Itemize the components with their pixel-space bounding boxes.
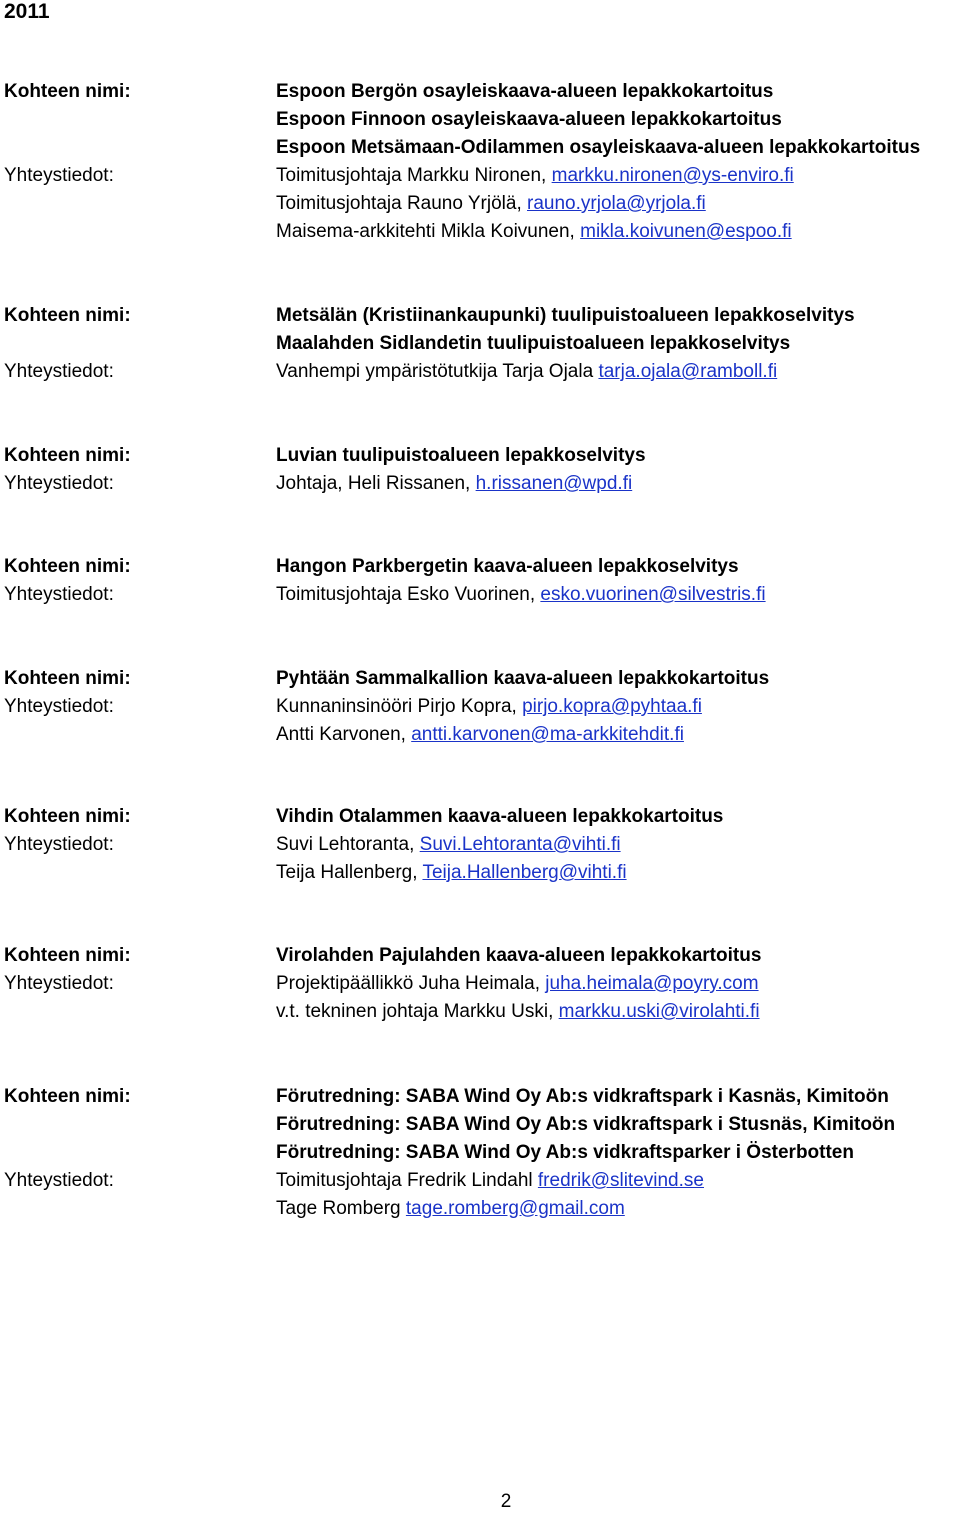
contact-email-link[interactable]: Suvi.Lehtoranta@vihti.fi xyxy=(419,834,621,855)
contact-person: Toimitusjohtaja Markku Nironen, xyxy=(276,165,552,186)
contact-person: Toimitusjohtaja Fredrik Lindahl xyxy=(276,1170,538,1191)
contact-person: Antti Karvonen, xyxy=(276,724,412,745)
contact-line xyxy=(276,970,759,998)
year-heading: 2011 xyxy=(4,0,50,23)
contact-person: Toimitusjohtaja Esko Vuorinen, xyxy=(276,584,541,605)
project-title: Espoon Bergön osayleiskaava-alueen lepakkokartoitus xyxy=(276,81,774,102)
contact-email-link[interactable]: h.rissanen@wpd.fi xyxy=(475,473,633,494)
contact-line xyxy=(276,190,706,218)
project-name-label: Kohteen nimi: xyxy=(4,668,131,689)
project-name-label: Kohteen nimi: xyxy=(4,1086,131,1107)
project-title: Hangon Parkbergetin kaava-alueen lepakkoselvitys xyxy=(276,556,739,577)
contact-line xyxy=(276,581,766,609)
contact-email-link[interactable]: markku.nironen@ys-enviro.fi xyxy=(551,165,794,186)
contact-line xyxy=(276,358,777,386)
project-name-label: Kohteen nimi: xyxy=(4,945,131,966)
contact-email-link[interactable]: pirjo.kopra@pyhtaa.fi xyxy=(522,696,702,717)
contact-label: Yhteystiedot: xyxy=(4,165,114,186)
project-title: Luvian tuulipuistoalueen lepakkoselvitys xyxy=(276,445,646,466)
project-title: Espoon Metsämaan-Odilammen osayleiskaava-alueen lepakkokartoitus xyxy=(276,137,921,158)
project-name-label: Kohteen nimi: xyxy=(4,305,131,326)
project-title: Förutredning: SABA Wind Oy Ab:s vidkraftspark i Stusnäs, Kimitoön xyxy=(276,1114,896,1135)
project-name-label: Kohteen nimi: xyxy=(4,445,131,466)
contact-person: Vanhempi ympäristötutkija Tarja Ojala xyxy=(276,361,599,382)
project-name-label: Kohteen nimi: xyxy=(4,81,131,102)
contact-email-link[interactable]: tarja.ojala@ramboll.fi xyxy=(598,361,778,382)
project-name-label: Kohteen nimi: xyxy=(4,806,131,827)
project-title: Virolahden Pajulahden kaava-alueen lepakkokartoitus xyxy=(276,945,762,966)
contact-line xyxy=(276,859,627,887)
contact-person: Toimitusjohtaja Rauno Yrjölä, xyxy=(276,193,528,214)
project-title: Metsälän (Kristiinankaupunki) tuulipuistoalueen lepakkoselvitys xyxy=(276,305,855,326)
project-name-label: Kohteen nimi: xyxy=(4,556,131,577)
project-title: Förutredning: SABA Wind Oy Ab:s vidkraftsparker i Österbotten xyxy=(276,1142,854,1163)
contact-email-link[interactable]: tage.romberg@gmail.com xyxy=(405,1198,625,1219)
project-title: Förutredning: SABA Wind Oy Ab:s vidkraftspark i Kasnäs, Kimitoön xyxy=(276,1086,889,1107)
page-number: 2 xyxy=(500,1491,512,1512)
project-title: Maalahden Sidlandetin tuulipuistoalueen lepakkoselvitys xyxy=(276,333,791,354)
contact-label: Yhteystiedot: xyxy=(4,584,114,605)
contact-person: Kunnaninsinööri Pirjo Kopra, xyxy=(276,696,523,717)
contact-line xyxy=(276,998,760,1026)
contact-email-link[interactable]: juha.heimala@poyry.com xyxy=(545,973,759,994)
contact-person: Teija Hallenberg, xyxy=(276,862,423,883)
contact-person: v.t. tekninen johtaja Markku Uski, xyxy=(276,1001,559,1022)
contact-person: Maisema-arkkitehti Mikla Koivunen, xyxy=(276,221,581,242)
contact-person: Suvi Lehtoranta, xyxy=(276,834,420,855)
contact-email-link[interactable]: antti.karvonen@ma-arkkitehdit.fi xyxy=(411,724,684,745)
contact-line xyxy=(276,721,684,749)
contact-email-link[interactable]: esko.vuorinen@silvestris.fi xyxy=(540,584,766,605)
contact-label: Yhteystiedot: xyxy=(4,1170,114,1191)
contact-person: Projektipäällikkö Juha Heimala, xyxy=(276,973,546,994)
contact-line xyxy=(276,831,621,859)
contact-label: Yhteystiedot: xyxy=(4,361,114,382)
project-title: Espoon Finnoon osayleiskaava-alueen lepakkokartoitus xyxy=(276,109,782,130)
contact-email-link[interactable]: Teija.Hallenberg@vihti.fi xyxy=(422,862,627,883)
contact-line xyxy=(276,1167,704,1195)
project-title: Pyhtään Sammalkallion kaava-alueen lepakkokartoitus xyxy=(276,668,770,689)
contact-person: Johtaja, Heli Rissanen, xyxy=(276,473,476,494)
contact-line xyxy=(276,470,632,498)
contact-label: Yhteystiedot: xyxy=(4,973,114,994)
contact-email-link[interactable]: mikla.koivunen@espoo.fi xyxy=(580,221,792,242)
contact-email-link[interactable]: rauno.yrjola@yrjola.fi xyxy=(527,193,706,214)
project-title: Vihdin Otalammen kaava-alueen lepakkokartoitus xyxy=(276,806,724,827)
contact-label: Yhteystiedot: xyxy=(4,834,114,855)
contact-person: Tage Romberg xyxy=(276,1198,406,1219)
contact-line xyxy=(276,218,792,246)
contact-line xyxy=(276,1195,625,1223)
contact-line xyxy=(276,693,702,721)
contact-email-link[interactable]: markku.uski@virolahti.fi xyxy=(558,1001,760,1022)
contact-label: Yhteystiedot: xyxy=(4,696,114,717)
contact-label: Yhteystiedot: xyxy=(4,473,114,494)
contact-email-link[interactable]: fredrik@slitevind.se xyxy=(537,1170,704,1191)
contact-line xyxy=(276,162,794,190)
